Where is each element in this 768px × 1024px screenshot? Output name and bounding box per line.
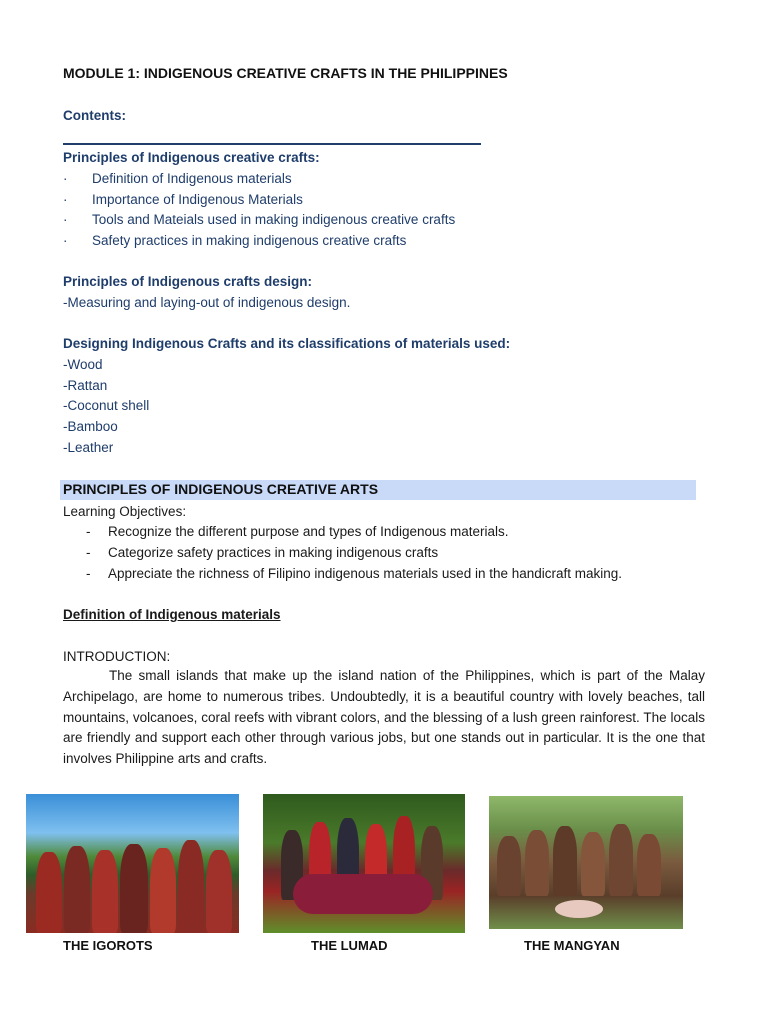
section-banner-title: PRINCIPLES OF INDIGENOUS CREATIVE ARTS <box>63 481 379 497</box>
material-item: -Coconut shell <box>63 398 150 413</box>
principles-item: Definition of Indigenous materials <box>92 171 292 186</box>
principles-item: Importance of Indigenous Materials <box>92 192 303 207</box>
material-item: -Bamboo <box>63 419 118 434</box>
material-item: -Rattan <box>63 378 108 393</box>
design-heading: Principles of Indigenous crafts design: <box>63 274 313 289</box>
introduction-label: INTRODUCTION: <box>63 649 171 664</box>
objectives-label: Learning Objectives: <box>63 504 187 519</box>
materials-heading: Designing Indigenous Crafts and its classifications of materials used: <box>63 336 511 351</box>
dash-icon: - <box>86 566 91 581</box>
bullet-icon: · <box>63 212 68 227</box>
igorots-photo <box>26 794 239 933</box>
lumad-caption: THE LUMAD <box>311 938 388 953</box>
dash-icon: - <box>86 524 91 539</box>
bullet-icon: · <box>63 192 68 207</box>
objective-item: Recognize the different purpose and types of Indigenous materials. <box>108 524 509 539</box>
contents-divider <box>63 143 481 145</box>
mangyan-photo <box>489 796 683 929</box>
definition-heading: Definition of Indigenous materials <box>63 607 281 622</box>
mangyan-caption: THE MANGYAN <box>524 938 620 953</box>
dash-icon: - <box>86 545 91 560</box>
introduction-paragraph: The small islands that make up the island nation of the Philippines, which is part of the Malay Archipelago, are home to numerous tribes. Undoubtedly, it is a beautiful country with lovely beaches, tall mountains, volcanoes, coral reefs with vibrant colors, and the blessing of a lush green rainforest. The locals are friendly and support each other through various jobs, but one stands out in particular. It is the one that involves Philippine arts and crafts. <box>63 668 705 767</box>
material-item: -Wood <box>63 357 103 372</box>
contents-label: Contents: <box>63 108 126 123</box>
design-item: -Measuring and laying-out of indigenous design. <box>63 295 351 310</box>
bullet-icon: · <box>63 233 68 248</box>
principles-heading: Principles of Indigenous creative crafts: <box>63 150 320 165</box>
objective-item: Appreciate the richness of Filipino indigenous materials used in the handicraft making. <box>108 566 623 581</box>
material-item: -Leather <box>63 440 114 455</box>
principles-item: Safety practices in making indigenous creative crafts <box>92 233 407 248</box>
lumad-photo <box>263 794 465 933</box>
objective-item: Categorize safety practices in making indigenous crafts <box>108 545 439 560</box>
principles-item: Tools and Mateials used in making indigenous creative crafts <box>92 212 456 227</box>
document-title: MODULE 1: INDIGENOUS CREATIVE CRAFTS IN THE PHILIPPINES <box>63 65 508 81</box>
igorots-caption: THE IGOROTS <box>63 938 153 953</box>
bullet-icon: · <box>63 171 68 186</box>
